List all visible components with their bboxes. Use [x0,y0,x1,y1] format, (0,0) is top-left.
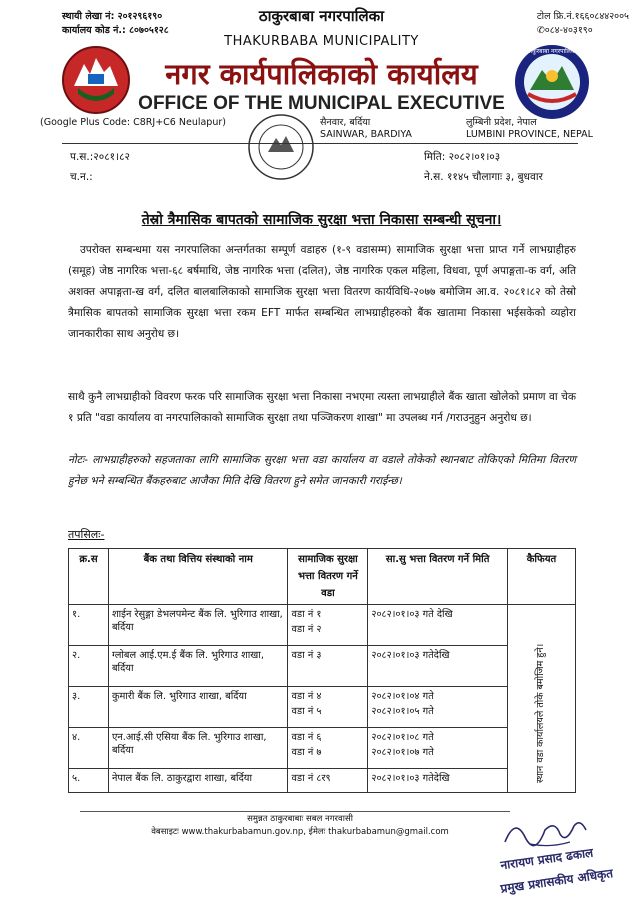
bank-distribution-table [68,548,576,793]
row-wards [288,605,368,646]
office-title-en: OFFICE OF THE MUNICIPAL EXECUTIVE [138,93,505,114]
row-wards [288,727,368,768]
header-ward: सामाजिक सुरक्षा भत्ता वितरण गर्ने वडा [288,549,368,605]
office-title-np: नगर कार्यपालिकाको कार्यालय [165,57,478,91]
ward-item: वडा नं ७ [291,746,322,758]
date-item: २०८२।०१।०५ गते [371,705,434,717]
details-label: तपसिलः- [68,528,105,541]
notice-paragraph-2: साथै कुनै लाभग्राहीको विवरण फरक परि सामाजिक सुरक्षा भत्ता निकासा नभएमा त्यस्ता लाभग्राहीले बैंक खाता खोलेको प्रमाण वा चेक १ प्रति "वडा कार्यालय वा नगरपालिकाको सामाजिक सुरक्षा तथा पञ्जिकरण शाखा" मा उपलब्ध गर्न /गराउनुहुन अनुरोध छ। [68,391,576,424]
ward-item: वडा नं ४ [291,690,322,702]
row-serial: १. [69,605,109,646]
row-wards [288,686,368,727]
row-serial: २. [69,646,109,686]
table-row [69,727,576,768]
date-nepal-sambat: ने.स. ११४५ चौलागाः ३, बुधवार [424,171,543,183]
plus-code: (Google Plus Code: C8RJ+C6 Neulapur) [40,117,226,128]
province-en: LUMBINI PROVINCE, NEPAL [466,129,593,140]
footer-contact: वेबसाइटः www.thakurbabamun.gov.np, ईमेलः thakurbabamun@gmail.com [151,827,449,837]
ward-item: वडा नं १ [291,609,322,620]
address [320,117,412,141]
signatory-designation: प्रमुख प्रशासकीय अधिकृत [499,866,614,896]
pan-number: स्थायी लेखा नं: २०१२९६१९० [62,11,163,22]
notice-paragraph-1: उपरोक्त सम्बन्धमा यस नगरपालिका अन्तर्गतका सम्पूर्ण वडाहरु (१-९ वडासम्म) सामाजिक सुरक्षा भत्ता प्राप्त गर्ने लाभग्राहीहरु (समूह) जेष्ठ नागरिक भत्ता-६८ बर्षमाथि, जेष्ठ नागरिक भत्ता (दलित), जेष्ठ नागरिक एकल महिला, विधवा, पूर्ण अपाङ्गता-क वर्ग, अति अशक्त अपाङ्गता-ख वर्ग, दलित बालबालिकाको सामाजिक सुरक्षा भत्ता वितरण कार्यविधि-२०७७ बमोजिम आ.व. २०८१।८२ को तेस्रो त्रैमासिक बापतको सामाजिक सुरक्षा भत्ता रकम EFT मार्फत सम्बन्धित लाभग्राहीहरुको बैंक खातामा निकासा भईसकेको व्यहोरा जानकारीका साथ अनुरोध छ। [68,244,576,340]
office-code: कार्यालय कोड नं.: ८०७०५१२८ [62,25,169,36]
notice-title: तेस्रो त्रैमासिक बापतको सामाजिक सुरक्षा भत्ता निकासा सम्बन्धी सूचना। [141,212,502,228]
ward-item: वडा नं ५ [291,705,322,717]
phone-number: ✆०८४-४०३१९० [536,25,593,36]
header-serial: क्र.स [69,549,109,605]
row-serial: ३. [69,686,109,727]
municipality-name-np: ठाकुरबाबा नगरपालिका [258,7,385,25]
header-date: सा.सु भत्ता वितरण गर्ने मिति [368,549,508,605]
toll-free-number: टोल फ्रि.नं.१६६०८४४२००५ [536,11,629,22]
table-row [69,646,576,686]
date: मिति: २०८२।०१।०३ [424,151,501,163]
reference-number: प.स.:२०८१।८२ [70,151,131,163]
row-serial: ४. [69,727,109,768]
dispatch-number: च.न.: [70,171,93,183]
row-bank: एन.आई.सी एसिया बैंक लि. भुरिगाउ शाखा, बर्दिया [108,727,288,768]
remark-text: स्थान वडा कार्यालयले तोके बमोजिम हुने। [534,643,546,783]
row-wards [288,646,368,686]
footer-divider [80,811,510,812]
address-en: SAINWAR, BARDIYA [320,129,412,140]
address-np: सैनवार, बर्दिया [320,117,371,128]
row-bank: ग्लोबल आई.एम.ई बैंक लि. भुरिगाउ शाखा, बर्दिया [108,646,288,686]
header-bank-name: बैंक तथा वित्तिय संस्थाको नाम [108,549,288,605]
header-divider [62,143,578,144]
remarks-cell [507,605,575,793]
ward-item: वडा नं ३ [291,650,322,662]
row-dates [368,646,508,686]
row-dates [368,605,508,646]
date-item: २०८२।०१।०३ गते देखि [371,609,453,620]
office-seal-icon [246,112,316,182]
row-serial: ५. [69,769,109,793]
date-item: २०८२।०१।०७ गते [371,746,434,758]
row-bank: शाईन रेसुङ्गा डेभलपमेन्ट बैंक लि. भुरिगाउ शाखा, बर्दिया [108,605,288,646]
date-item: २०८२।०१।०३ गतेदेखि [371,650,450,662]
date-item: २०८२।०१।०८ गते [371,731,434,743]
signatory-name: नारायण प्रसाद ढकाल [499,845,595,873]
ward-item: वडा नं २ [291,624,322,635]
table-row [69,769,576,793]
table-row [69,686,576,727]
footer-slogan: समुन्नत ठाकुरबाबाः सबल नगरवासी [247,814,353,824]
logo-text: ठाकुरबाबा नगरपालिका [527,48,577,55]
ward-item: वडा नं ८र९ [291,773,331,785]
table-header-row [69,549,576,605]
row-bank: नेपाल बैंक लि. ठाकुरद्वारा शाखा, बर्दिया [108,769,288,793]
header-remarks: कैफियत [507,549,575,605]
table-row [69,605,576,646]
province-np: लुम्बिनी प्रदेश, नेपाल [466,117,537,128]
row-dates [368,769,508,793]
remark-text-vertical [511,607,571,787]
notice-note: नोटः- लाभग्राहीहरुको सहजताका लागि सामाजिक सुरक्षा भत्ता वडा कार्यालय वा वडाले तोकेको स्थानबाट तोकिएको मितिमा वितरण हुनेछ भने सम्बन्धित बैंकहरुबाट आजैका मिति देखि वितरण हुने समेत जानकारी गराईन्छ। [68,454,576,487]
row-wards [288,769,368,793]
date-item: २०८२।०१।०३ गतेदेखि [371,773,450,785]
province [466,117,593,141]
date-item: २०८२।०१।०४ गते [371,690,434,702]
row-dates [368,686,508,727]
ward-item: वडा नं ६ [291,731,322,743]
municipality-name-en: THAKURBABA MUNICIPALITY [224,34,419,49]
row-dates [368,727,508,768]
row-bank: कुमारी बैंक लि. भुरिगाउ शाखा, बर्दिया [108,686,288,727]
